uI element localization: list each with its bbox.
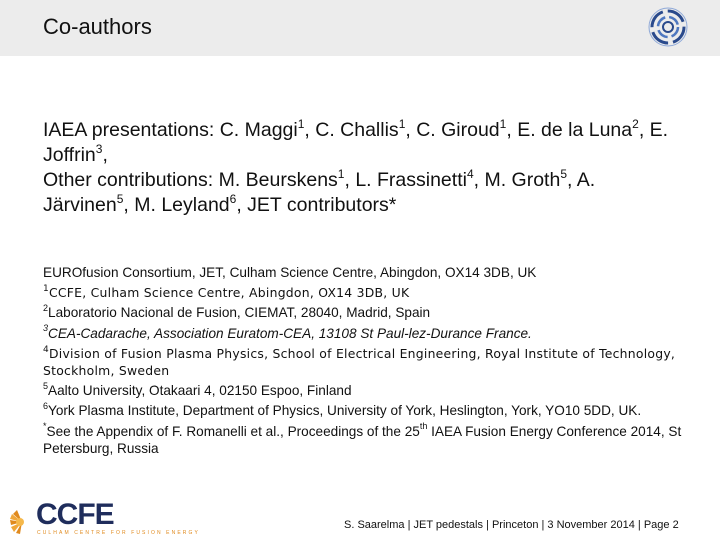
slide-footer: S. Saarelma | JET pedestals | Princeton | 3 November 2014 | Page 2 (344, 519, 679, 531)
affiliation-list (43, 264, 683, 457)
other-contributors: Other contributions: M. Beurskens$^1$, L. Frassinetti$^4$, M. Groth$^5$, A. Järvinen$^5$, M. Leyland$^6$, JET contributors* (43, 166, 596, 216)
affiliation-5: $^5$Aalto University, Otakaari 4, 02150 Espoo, Finland (43, 380, 352, 399)
slide-header (0, 0, 720, 56)
jet-ring-logo-icon (648, 7, 688, 47)
slide-title: Co-authors (43, 14, 152, 39)
iaea-presenters: IAEA presentations: C. Maggi$^1$, C. Challis$^1$, C. Giroud$^1$, E. de la Luna$^2$, E. Joffrin$^3$, (43, 116, 669, 166)
ccfe-logo-text: CCFE (36, 498, 114, 531)
affiliation-2: $^2$Laboratorio Nacional de Fusion, CIEMAT, 28040, Madrid, Spain (43, 302, 431, 321)
affiliation-eurofusion: EUROfusion Consortium, JET, Culham Science Centre, Abingdon, OX14 3DB, UK (43, 265, 537, 280)
ccfe-logo-subtext: CULHAM CENTRE FOR FUSION ENERGY (37, 530, 200, 536)
affiliation-1: $^1$CCFE, Culham Science Centre, Abingdon, OX14 3DB, UK (43, 284, 410, 301)
affiliation-3: $^3$CEA-Cadarache, Association Euratom-CEA, 13108 St Paul-lez-Durance France. (43, 323, 532, 341)
affiliation-4: $^4$Division of Fusion Plasma Physics, School of Electrical Engineering, Royal Institute of Technology, Stockholm, Sweden (43, 344, 676, 379)
author-list (43, 118, 683, 218)
affiliation-6: $^6$York Plasma Institute, Department of Physics, University of York, Heslington, York, YO10 5DD, UK. (43, 400, 642, 419)
jet-contributors-note: *See the Appendix of F. Romanelli et al., Proceedings of the 25th IAEA Fusion Energy Conference 2014, St Petersburg, Russia (43, 421, 682, 456)
